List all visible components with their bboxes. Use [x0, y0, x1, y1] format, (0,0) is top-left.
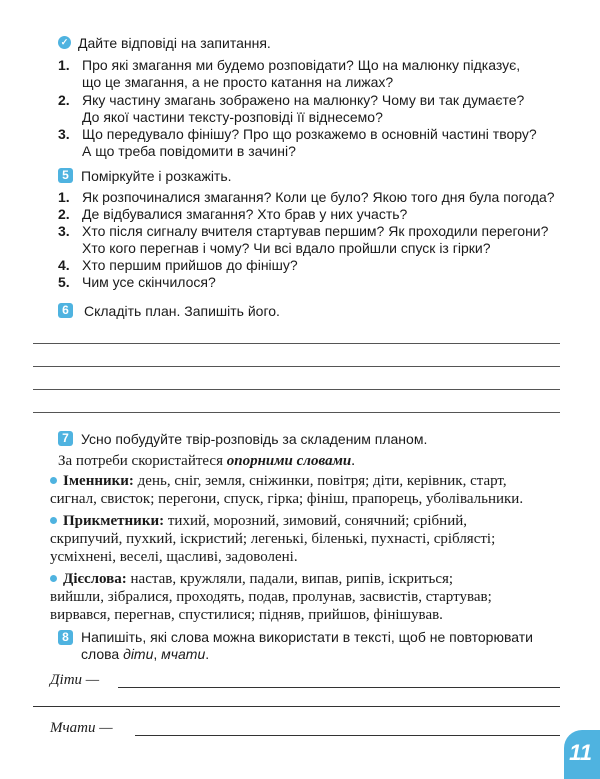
task7-heading: Усно побудуйте твір-розповідь за складеним планом. [81, 431, 428, 447]
task5-heading: Поміркуйте і розкажіть. [81, 168, 232, 184]
answer-label-dity: Діти — [50, 672, 100, 688]
bullet-dot-icon [50, 575, 57, 582]
task5-badge: 5 [58, 168, 73, 183]
nouns-line-2: сигнал, свисток; перегони, спуск, гірка; фініш, прапорець, уболівальники. [50, 491, 524, 507]
task6-badge: 6 [58, 303, 73, 318]
adjectives-line-3: усміхнені, веселі, щасливі, задоволені. [50, 549, 298, 565]
verbs-line-3: вирвався, перегнав, спустилися; підняв, прийшов, фінішував. [50, 607, 443, 623]
task7-badge: 7 [58, 431, 73, 446]
verbs-line-1: Дієслова: настав, кружляли, падали, випав, рипів, іскриться; [50, 570, 453, 588]
page-number: 11 [569, 740, 592, 765]
bullet-dot-icon [50, 477, 57, 484]
task6-heading: Складіть план. Запишіть його. [84, 303, 280, 319]
answer-label-mchaty: Мчати — [50, 720, 113, 736]
plan-writing-line[interactable] [33, 343, 560, 344]
plan-writing-line[interactable] [33, 389, 560, 390]
bullet-dot-icon [50, 517, 57, 524]
verbs-line-2: вийшли, зібралися, проходять, подав, пролунав, засвистів, стартував; [50, 589, 492, 605]
task8-line-1: Напишіть, які слова можна використати в тексті, щоб не повторювати [81, 629, 533, 645]
adjectives-line-2: скрипучий, пухкий, іскристий; легенькі, біленькі, пухнасті, сріблясті; [50, 531, 496, 547]
task7-intro: За потреби скористайтеся опорними словами. [58, 453, 355, 469]
plan-writing-line[interactable] [33, 412, 560, 413]
answer-line-mchaty[interactable] [135, 735, 560, 736]
plan-writing-line[interactable] [33, 366, 560, 367]
task8-line-2: слова діти, мчати. [81, 646, 210, 662]
adjectives-line-1: Прикметники: тихий, морозний, зимовий, сонячний; срібний, [50, 512, 467, 530]
task4-heading: Дайте відповіді на запитання. [78, 35, 271, 51]
answer-line-extra[interactable] [33, 706, 560, 707]
answer-line-dity[interactable] [118, 687, 560, 688]
task8-badge: 8 [58, 630, 73, 645]
nouns-line-1: Іменники: день, сніг, земля, сніжинки, повітря; діти, керівник, старт, [50, 472, 507, 490]
task-check-icon: ✓ [58, 36, 71, 49]
